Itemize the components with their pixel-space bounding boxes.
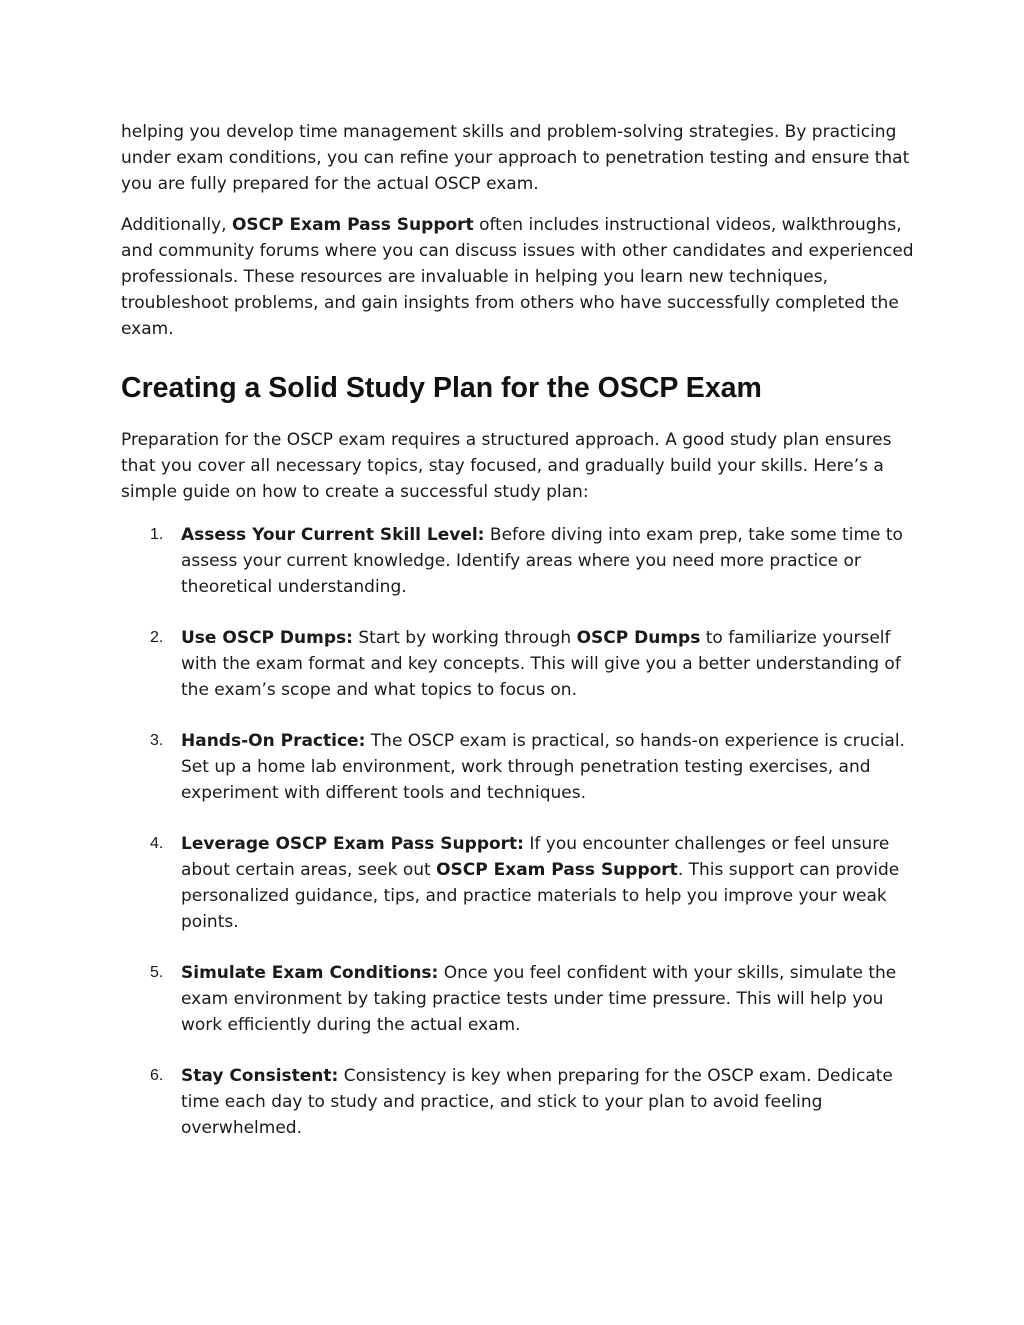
list-item-consistent — [121, 1063, 921, 1141]
list-item-text: Consistency is key when preparing for the OSCP exam. Dedicate time each day to study and practice, and stick to your plan to avoid feeling overwhelmed. — [181, 1066, 893, 1138]
list-item-text: The OSCP exam is practical, so hands-on experience is crucial. Set up a home lab environment, work through penetration testing exercises, and experiment with different tools and techniques. — [181, 731, 905, 803]
paragraph-time-management: helping you develop time management skills and problem-solving strategies. By practicing under exam conditions, you can refine your approach to penetration testing and ensure that you are fully prepared for the actual OSCP exam. — [121, 122, 910, 194]
paragraph-pass-support — [121, 212, 921, 342]
bold-term: OSCP Dumps — [576, 628, 701, 648]
document-page — [121, 119, 921, 1166]
list-number: 2. — [150, 629, 164, 646]
bold-term: OSCP Exam Pass Support — [436, 860, 678, 880]
list-item-text: Once you feel confident with your skills, simulate the exam environment by taking practice tests under time pressure. This will help you work efficiently during the actual exam. — [181, 963, 897, 1035]
list-item-text: If you encounter challenges or feel unsure about certain areas, seek out — [181, 834, 890, 880]
list-item-simulate — [121, 960, 921, 1038]
paragraph-text: Additionally, — [121, 215, 232, 235]
list-item-pass-support — [121, 831, 921, 935]
list-item-title: Hands-On Practice: — [181, 731, 366, 751]
list-number: 3. — [150, 732, 164, 749]
list-number: 4. — [150, 835, 164, 852]
list-item-title: Use OSCP Dumps: — [181, 628, 353, 648]
list-item-text: . This support can provide personalized guidance, tips, and practice materials to help you improve your weak points. — [181, 860, 900, 932]
list-item-assess-skill — [121, 522, 921, 600]
bold-term: OSCP Exam Pass Support — [231, 215, 474, 235]
list-number: 6. — [150, 1067, 164, 1084]
list-item-title: Leverage OSCP Exam Pass Support: — [181, 834, 524, 854]
list-number: 5. — [150, 964, 164, 981]
list-item-title: Simulate Exam Conditions: — [181, 963, 439, 983]
list-item-title: Stay Consistent: — [181, 1066, 339, 1086]
list-item-use-dumps — [121, 625, 921, 703]
paragraph-text: often includes instructional videos, walkthroughs, and community forums where you can discuss issues with other candidates and experienced professionals. These resources are invaluable in helping you learn new techniques, troubleshoot problems, and gain insights from others who have successfully completed the exam. — [121, 215, 914, 339]
list-number: 1. — [150, 526, 164, 543]
list-item-hands-on — [121, 728, 921, 806]
paragraph-intro: Preparation for the OSCP exam requires a structured approach. A good study plan ensures that you cover all necessary topics, stay focused, and gradually build your skills. Here’s a simple guide on how to create a successful study plan: — [121, 430, 892, 502]
list-item-text: Start by working through — [352, 628, 577, 648]
study-plan-list — [121, 522, 921, 1141]
section-heading: Creating a Solid Study Plan for the OSCP Exam — [121, 372, 762, 404]
list-item-title: Assess Your Current Skill Level: — [181, 525, 485, 545]
list-item-text: to familiarize yourself with the exam format and key concepts. This will give you a better understanding of the exam’s scope and what topics to focus on. — [181, 628, 901, 700]
list-item-text: Before diving into exam prep, take some time to assess your current knowledge. Identify areas where you need more practice or theoretical understanding. — [181, 525, 903, 597]
